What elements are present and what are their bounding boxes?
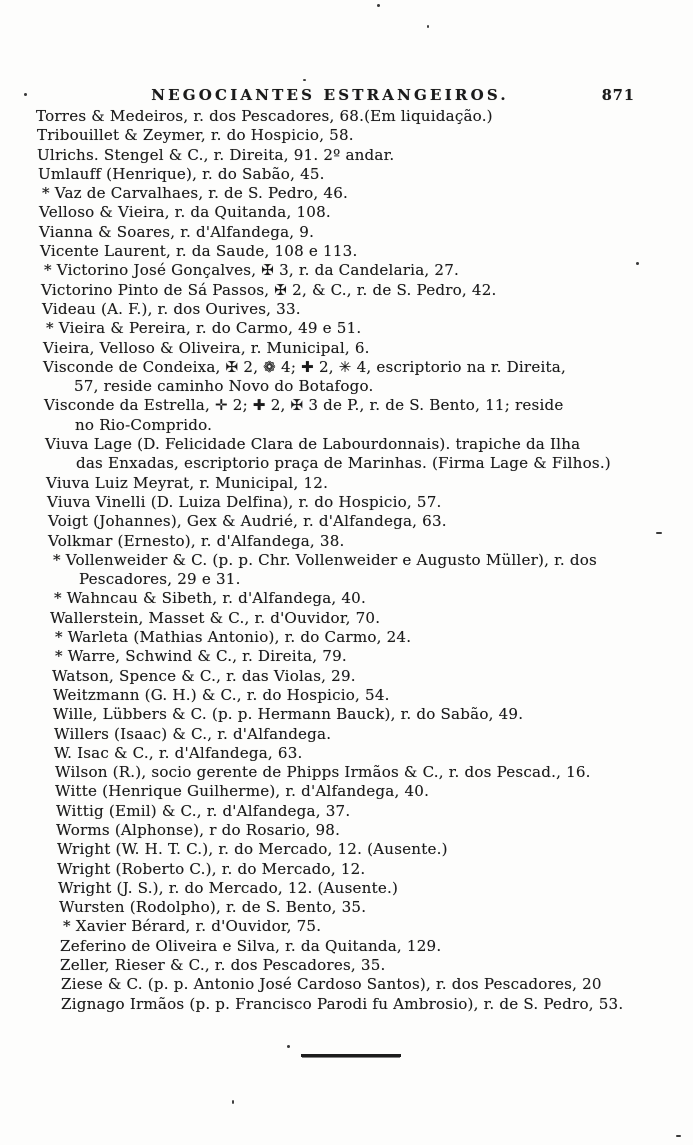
directory-entry: Vicente Laurent, r. da Saude, 108 e 113. [40,242,358,261]
directory-entry: Zignago Irmãos (p. p. Francisco Parodi fu Ambrosio), r. de S. Pedro, 53. [61,994,624,1013]
directory-entry: W. Isac & C., r. d'Alfandega, 63. [54,743,303,762]
directory-entry: Zeferino de Oliveira e Silva, r. da Quitanda, 129. [60,936,442,955]
ink-speck [232,1100,234,1104]
entry-continuation-line: das Enxadas, escriptorio praça de Marinhas. (Firma Lage & Filhos.) [76,454,611,473]
ink-speck [427,25,429,28]
section-end-rule [301,1054,401,1057]
directory-entry: Vieira, Velloso & Oliveira, r. Municipal, 6. [43,338,370,357]
entry-continuation-line: no Rio-Comprido. [75,415,213,434]
directory-entry: Videau (A. F.), r. dos Ourives, 33. [42,299,301,318]
directory-entry: * Wahncau & Sibeth, r. d'Alfandega, 40. [54,589,366,608]
directory-entry: Wilson (R.), socio gerente de Phipps Irmãos & C., r. dos Pescad., 16. [55,763,591,782]
directory-entry: Viuva Vinelli (D. Luiza Delfina), r. do Hospicio, 57. [47,492,442,511]
directory-entry: Torres & Medeiros, r. dos Pescadores, 68.(Em liquidação.) [36,107,493,125]
directory-entry: Ulrichs. Stengel & C., r. Direita, 91. 2º andar. [37,145,395,164]
directory-entry: Wille, Lübbers & C. (p. p. Hermann Bauck), r. do Sabão, 49. [53,705,524,724]
directory-entry: * Vaz de Carvalhaes, r. de S. Pedro, 46. [42,184,349,203]
directory-entry: Visconde da Estrella, ✛ 2; ✚ 2, ✠ 3 de P., r. de S. Bento, 11; reside [44,396,564,415]
directory-entry: Ziese & C. (p. p. Antonio José Cardoso Santos), r. dos Pescadores, 20 [61,975,602,994]
directory-entry: Wright (J. S.), r. do Mercado, 12. (Ausente.) [58,878,399,897]
directory-entry: Zeller, Rieser & C., r. dos Pescadores, 35. [60,956,386,975]
directory-entry: Weitzmann (G. H.) & C., r. do Hospicio, 54. [53,685,390,704]
page-number: 871 [601,87,635,104]
directory-entry: * Warleta (Mathias Antonio), r. do Carmo, 24. [55,628,412,647]
directory-entry: Wright (W. H. T. C.), r. do Mercado, 12. (Ausente.) [57,840,448,859]
directory-entry: * Vollenweider & C. (p. p. Chr. Vollenweider e Augusto Müller), r. dos [53,550,597,569]
entry-continuation-line: 57, reside caminho Novo do Botafogo. [74,377,374,396]
ink-speck [676,1135,681,1137]
directory-entry: Visconde de Condeixa, ✠ 2, ❁ 4; ✚ 2, ✳ 4, escriptorio na r. Direita, [43,357,566,376]
directory-list [36,107,676,1014]
directory-entry: Viuva Luiz Meyrat, r. Municipal, 12. [46,473,329,492]
directory-entry: Tribouillet & Zeymer, r. do Hospicio, 58. [37,126,354,145]
directory-entry: Wursten (Rodolpho), r. de S. Bento, 35. [59,898,367,917]
directory-entry: * Warre, Schwind & C., r. Direita, 79. [55,647,347,666]
directory-entry: Vianna & Soares, r. d'Alfandega, 9. [39,222,315,241]
directory-entry: Wittig (Emil) & C., r. d'Alfandega, 37. [56,801,351,820]
directory-entry: Umlauff (Henrique), r. do Sabão, 45. [38,164,325,183]
ink-speck [287,1045,290,1048]
directory-entry: Watson, Spence & C., r. das Violas, 29. [52,666,356,685]
directory-entry: Voigt (Johannes), Gex & Audrié, r. d'Alfandega, 63. [48,512,447,531]
directory-entry: * Vieira & Pereira, r. do Carmo, 49 e 51. [46,319,362,338]
directory-entry: Wallerstein, Masset & C., r. d'Ouvidor, 70. [50,608,381,627]
ink-speck [303,79,306,81]
entry-continuation-line: Pescadores, 29 e 31. [79,570,241,589]
directory-entry: Viuva Lage (D. Felicidade Clara de Labourdonnais). trapiche da Ilha [45,435,581,454]
directory-entry: Wright (Roberto C.), r. do Mercado, 12. [57,859,366,878]
directory-entry: Willers (Isaac) & C., r. d'Alfandega. [54,724,332,743]
directory-entry: * Victorino José Gonçalves, ✠ 3, r. da Candelaria, 27. [44,261,460,280]
directory-entry: Victorino Pinto de Sá Passos, ✠ 2, & C., r. de S. Pedro, 42. [41,280,497,299]
ink-speck [377,4,380,7]
directory-entry: Volkmar (Ernesto), r. d'Alfandega, 38. [48,531,345,550]
directory-entry: Velloso & Vieira, r. da Quitanda, 108. [39,203,331,222]
directory-entry: Witte (Henrique Guilherme), r. d'Alfandega, 40. [55,782,430,801]
directory-entry: * Xavier Bérard, r. d'Ouvidor, 75. [63,917,322,936]
running-header-title: NEGOCIANTES ESTRANGEIROS. [151,86,509,104]
directory-entry: Worms (Alphonse), r do Rosario, 98. [56,820,341,839]
